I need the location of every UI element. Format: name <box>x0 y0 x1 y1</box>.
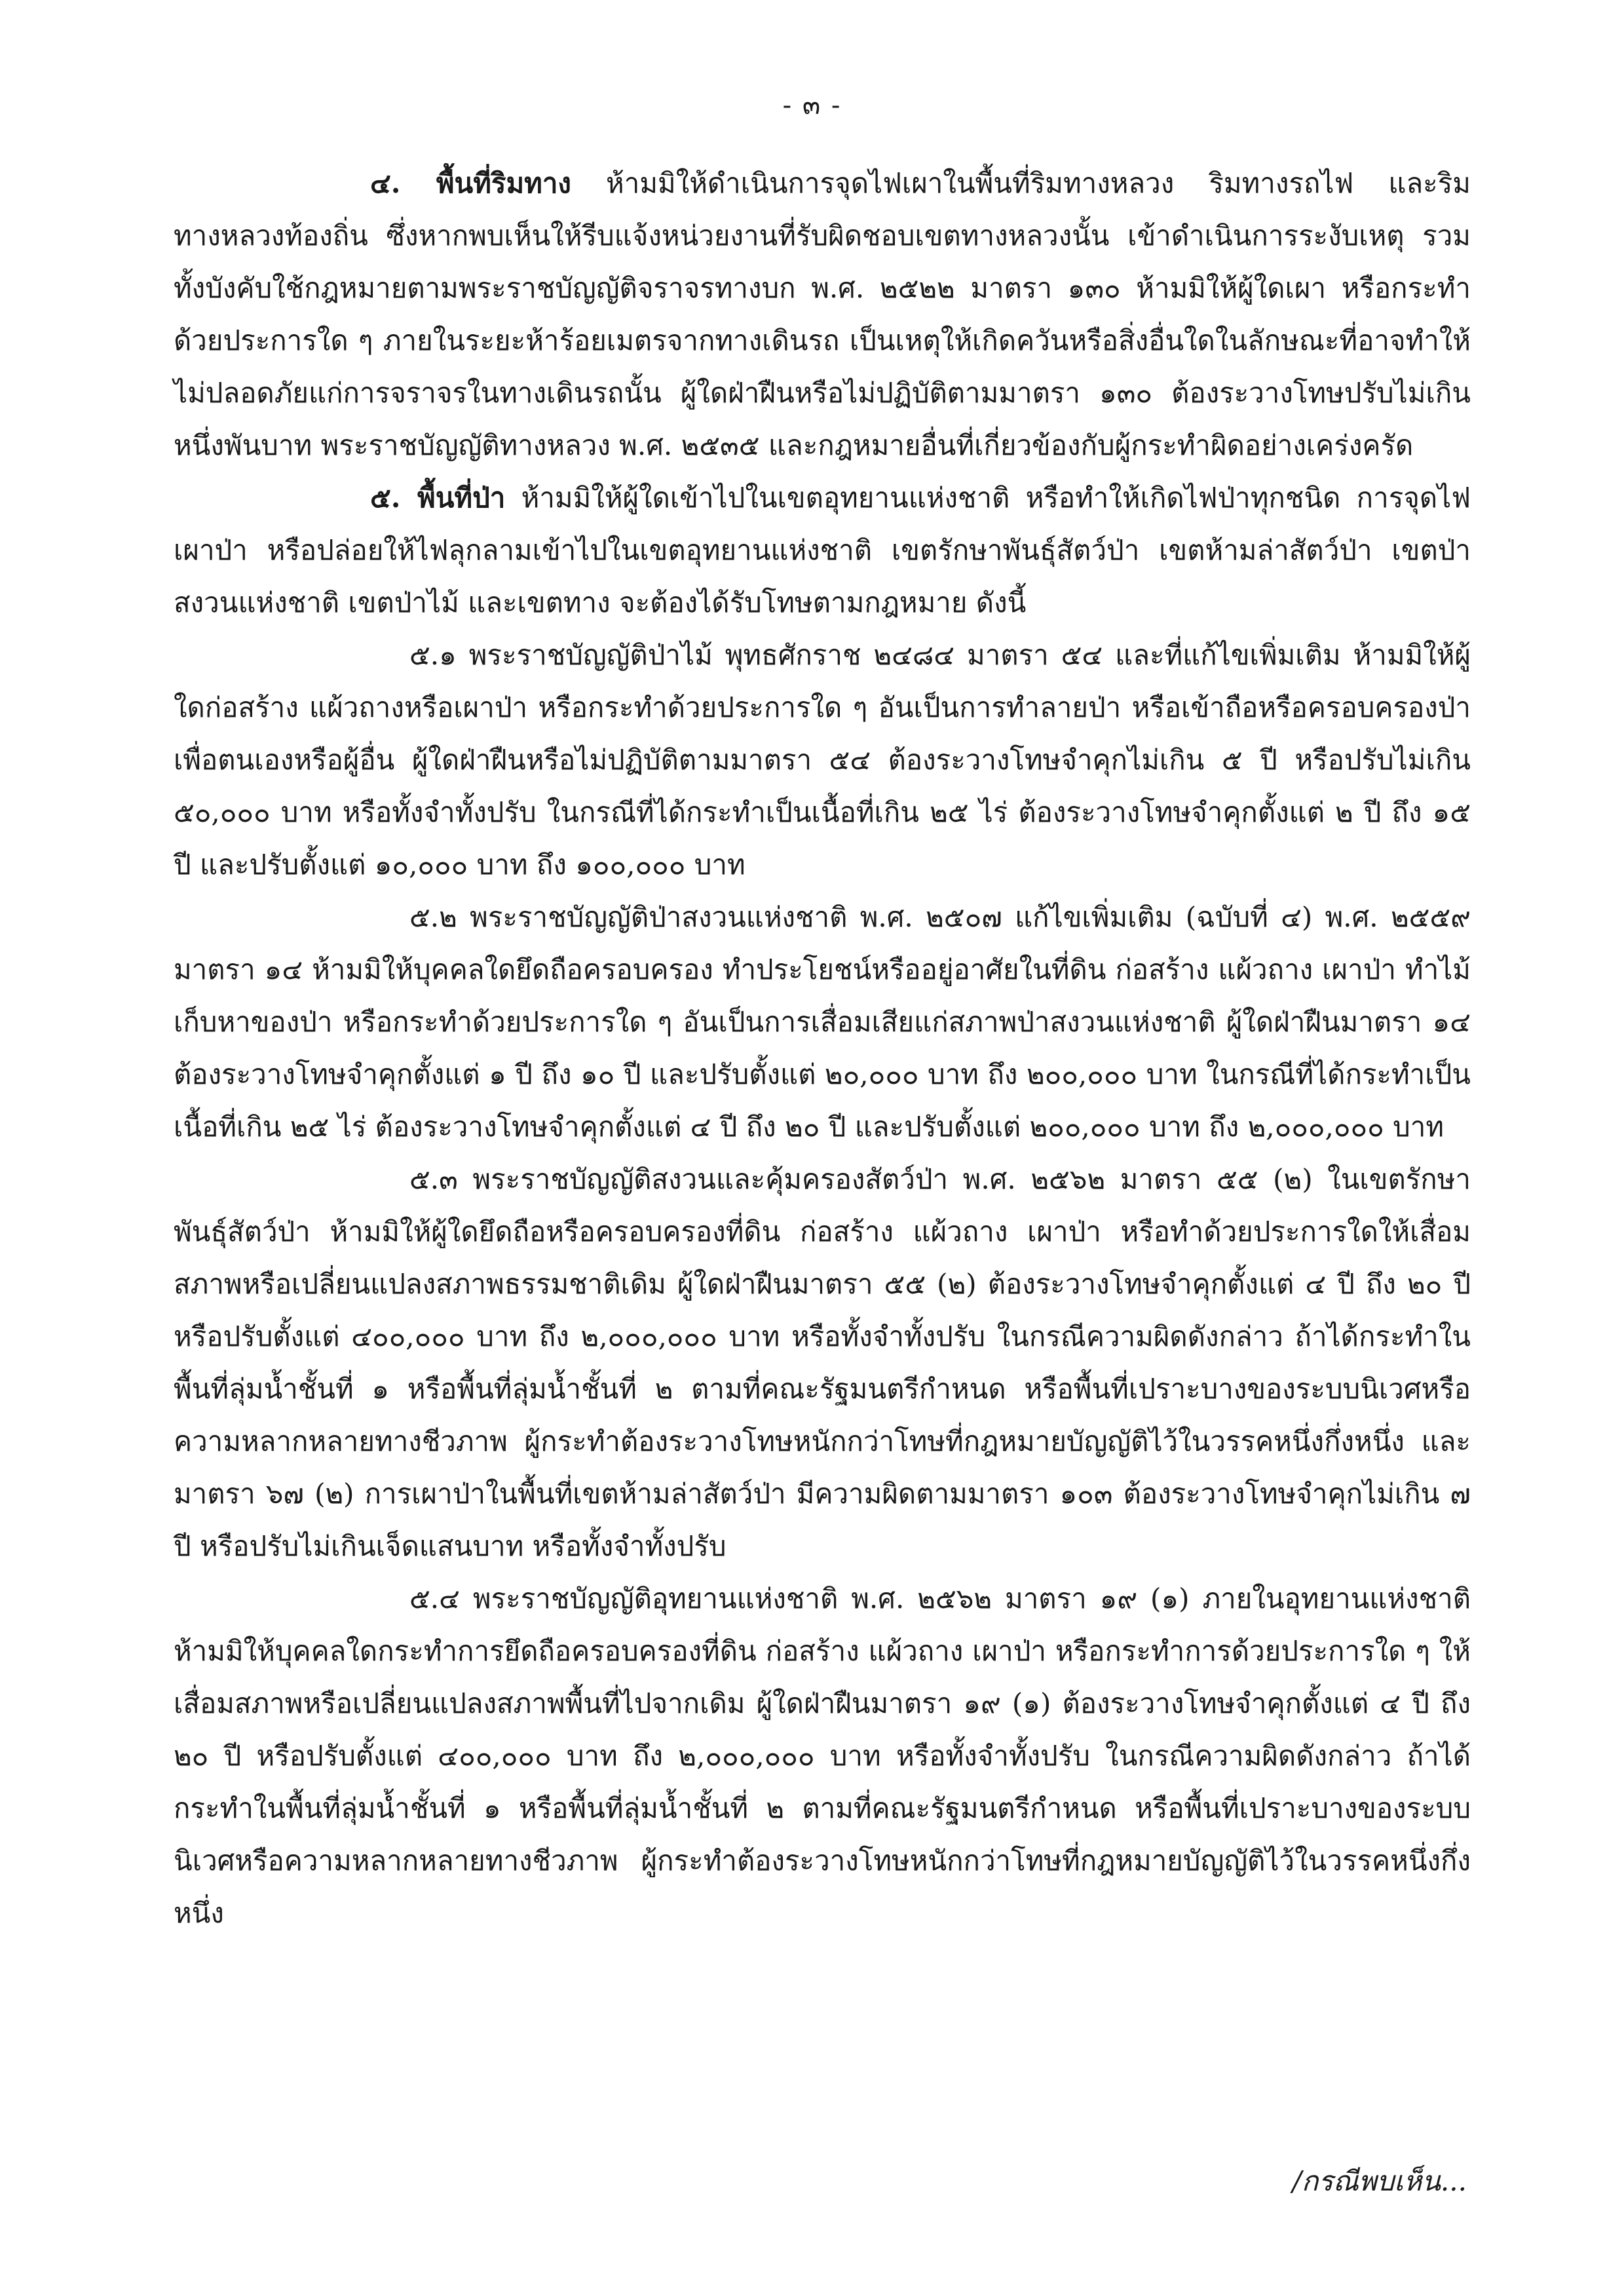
page-number: - ๓ - <box>782 90 842 121</box>
subsection-national-reserved-forest-act: ๕.๒ พระราชบัญญัติป่าสงวนแห่งชาติ พ.ศ. ๒๕๐๗ แก้ไขเพิ่มเติม (ฉบับที่ ๔) พ.ศ. ๒๕๕๙ มาตรา ๑๔ ห้ามมิให้บุคคลใดยึดถือครอบครอง ทำประโยชน์หรืออยู่อาศัยในที่ดิน ก่อสร้าง แผ้วถาง เผาป่า ทำไม้ เก็บหาของป่า หรือกระทำด้วยประการใด ๆ อันเป็นการเสื่อมเสียแก่สภาพป่าสงวนแห่งชาติ ผู้ใดฝ่าฝืนมาตรา ๑๔ ต้องระวางโทษจำคุกตั้งแต่ ๑ ปี ถึง ๑๐ ปี และปรับตั้งแต่ ๒๐,๐๐๐ บาท ถึง ๒๐๐,๐๐๐ บาท ในกรณีที่ได้กระทำเป็นเนื้อที่เกิน ๒๕ ไร่ ต้องระวางโทษจำคุกตั้งแต่ ๔ ปี ถึง ๒๐ ปี และปรับตั้งแต่ ๒๐๐,๐๐๐ บาท ถึง ๒,๐๐๐,๐๐๐ บาท <box>174 901 1471 1143</box>
section-roadside <box>174 157 1471 472</box>
section-forest-heading: ๕. พื้นที่ป่า <box>370 482 506 514</box>
subsection-wildlife-act: ๕.๓ พระราชบัญญัติสงวนและคุ้มครองสัตว์ป่า พ.ศ. ๒๕๖๒ มาตรา ๕๕ (๒) ในเขตรักษาพันธุ์สัตว์ป่า ห้ามมิให้ผู้ใดยึดถือหรือครอบครองที่ดิน ก่อสร้าง แผ้วถาง เผาป่า หรือทำด้วยประการใดให้เสื่อมสภาพหรือเปลี่ยนแปลงสภาพธรรมชาติเดิม ผู้ใดฝ่าฝืนมาตรา ๕๕ (๒) ต้องระวางโทษจำคุกตั้งแต่ ๔ ปี ถึง ๒๐ ปี หรือปรับตั้งแต่ ๔๐๐,๐๐๐ บาท ถึง ๒,๐๐๐,๐๐๐ บาท หรือทั้งจำทั้งปรับ ในกรณีความผิดดังกล่าว ถ้าได้กระทำในพื้นที่ลุ่มน้ำชั้นที่ ๑ หรือพื้นที่ลุ่มน้ำชั้นที่ ๒ ตามที่คณะรัฐมนตรีกำหนด หรือพื้นที่เปราะบางของระบบนิเวศหรือความหลากหลายทางชีวภาพ ผู้กระทำต้องระวางโทษหนักกว่าโทษที่กฎหมายบัญญัติไว้ในวรรคหนึ่งกึ่งหนึ่ง และมาตรา ๖๗ (๒) การเผาป่าในพื้นที่เขตห้ามล่าสัตว์ป่า มีความผิดตามมาตรา ๑๐๓ ต้องระวางโทษจำคุกไม่เกิน ๗ ปี หรือปรับไม่เกินเจ็ดแสนบาท หรือทั้งจำทั้งปรับ <box>174 1163 1471 1562</box>
subsection-national-park-act: ๕.๔ พระราชบัญญัติอุทยานแห่งชาติ พ.ศ. ๒๕๖๒ มาตรา ๑๙ (๑) ภายในอุทยานแห่งชาติ ห้ามมิให้บุคคลใดกระทำการยึดถือครอบครองที่ดิน ก่อสร้าง แผ้วถาง เผาป่า หรือกระทำการด้วยประการใด ๆ ให้เสื่อมสภาพหรือเปลี่ยนแปลงสภาพพื้นที่ไปจากเดิม ผู้ใดฝ่าฝืนมาตรา ๑๙ (๑) ต้องระวางโทษจำคุกตั้งแต่ ๔ ปี ถึง ๒๐ ปี หรือปรับตั้งแต่ ๔๐๐,๐๐๐ บาท ถึง ๒,๐๐๐,๐๐๐ บาท หรือทั้งจำทั้งปรับ ในกรณีความผิดดังกล่าว ถ้าได้กระทำในพื้นที่ลุ่มน้ำชั้นที่ ๑ หรือพื้นที่ลุ่มน้ำชั้นที่ ๒ ตามที่คณะรัฐมนตรีกำหนด หรือพื้นที่เปราะบางของระบบนิเวศหรือความหลากหลายทางชีวภาพ ผู้กระทำต้องระวางโทษหนักกว่าโทษที่กฎหมายบัญญัติไว้ในวรรคหนึ่งกึ่งหนึ่ง <box>174 1582 1471 1929</box>
section-forest-text: ห้ามมิให้ผู้ใดเข้าไปในเขตอุทยานแห่งชาติ หรือทำให้เกิดไฟป่าทุกชนิด การจุดไฟเผาป่า หรือปล่อยให้ไฟลุกลามเข้าไปในเขตอุทยานแห่งชาติ เขตรักษาพันธุ์สัตว์ป่า เขตห้ามล่าสัตว์ป่า เขตป่าสงวนแห่งชาติ เขตป่าไม้ และเขตทาง จะต้องได้รับโทษตามกฎหมาย ดังนี้ <box>174 482 1471 619</box>
subsection-forest-act: ๕.๑ พระราชบัญญัติป่าไม้ พุทธศักราช ๒๔๘๔ มาตรา ๕๔ และที่แก้ไขเพิ่มเติม ห้ามมิให้ผู้ใดก่อสร้าง แผ้วถางหรือเผาป่า หรือกระทำด้วยประการใด ๆ อันเป็นการทำลายป่า หรือเข้าถือหรือครอบครองป่า เพื่อตนเองหรือผู้อื่น ผู้ใดฝ่าฝืนหรือไม่ปฏิบัติตามมาตรา ๕๔ ต้องระวางโทษจำคุกไม่เกิน ๕ ปี หรือปรับไม่เกิน ๕๐,๐๐๐ บาท หรือทั้งจำทั้งปรับ ในกรณีที่ได้กระทำเป็นเนื้อที่เกิน ๒๕ ไร่ ต้องระวางโทษจำคุกตั้งแต่ ๒ ปี ถึง ๑๕ ปี และปรับตั้งแต่ ๑๐,๐๐๐ บาท ถึง ๑๐๐,๐๐๐ บาท <box>174 639 1471 881</box>
section-roadside-text: ห้ามมิให้ดำเนินการจุดไฟเผาในพื้นที่ริมทางหลวง ริมทางรถไฟ และริมทางหลวงท้องถิ่น ซึ่งหากพบเห็นให้รีบแจ้งหน่วยงานที่รับผิดชอบเขตทางหลวงนั้น เข้าดำเนินการระงับเหตุ รวมทั้งบังคับใช้กฎหมายตามพระราชบัญญัติจราจรทางบก พ.ศ. ๒๕๒๒ มาตรา ๑๓๐ ห้ามมิให้ผู้ใดเผา หรือกระทำด้วยประการใด ๆ ภายในระยะห้าร้อยเมตรจากทางเดินรถ เป็นเหตุให้เกิดควันหรือสิ่งอื่นใดในลักษณะที่อาจทำให้ไม่ปลอดภัยแก่การจราจรในทางเดินรถนั้น ผู้ใดฝ่าฝืนหรือไม่ปฏิบัติตามมาตรา ๑๓๐ ต้องระวางโทษปรับไม่เกินหนึ่งพันบาท พระราชบัญญัติทางหลวง พ.ศ. ๒๕๓๕ และกฎหมายอื่นที่เกี่ยวข้องกับผู้กระทำผิดอย่างเคร่งครัด <box>174 167 1471 461</box>
document-body <box>174 157 1471 1940</box>
section-forest <box>174 472 1471 629</box>
continuation-note: /กรณีพบเห็น... <box>1292 2165 1467 2197</box>
section-roadside-heading: ๔. พื้นที่ริมทาง <box>370 167 571 199</box>
